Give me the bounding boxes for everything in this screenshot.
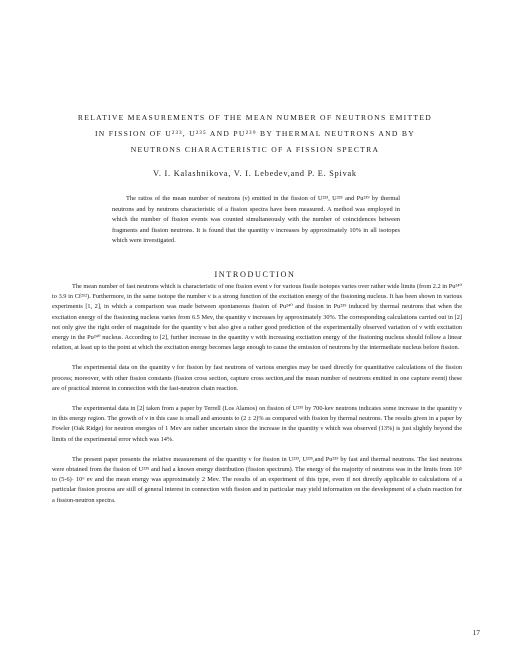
authors: V. I. Kalashnikova, V. I. Lebedev,and P. E. Spivak — [153, 169, 357, 178]
abstract: The ratios of the mean number of neutrons (ν) emitted in the fission of U²³³, U²³⁵ and Pu²³⁹ by thermal neutrons and by neutrons characteristic of a fission spectra have been measured. A method was employed in which the number of fission events was counted simultaneously with the number of coincidences between fragments and fission neutrons. It is found that the quantity ν increases by approximately 10% in all isotopes which were investigated. — [112, 195, 400, 245]
paragraph: The present paper presents the relative measurement of the quantity ν for fission in U²³³, U²³⁵,and Pu²³⁹ by fast and thermal neutrons. The fast neutrons were obtained from the fission of U²³⁵ and had a known energy distribution (fission spectrum). The energy of the majority of neutrons was in the limits from 10⁵ to (5-6)· 10⁶ ev and the mean energy was approximately 2 Mev. The results of an experiment of this type, even if not directly applicable to calculations of a particular fission process are still of general interest in connection with fission and in particular may yield information on the development of a chain reaction for a fission-neutron spectra. — [52, 455, 462, 504]
title-line-1: RELATIVE MEASUREMENTS OF THE MEAN NUMBER OF NEUTRONS EMITTED — [77, 113, 433, 122]
title-line-3: NEUTRONS CHARACTERISTIC OF A FISSION SPECTRA — [130, 145, 380, 154]
body-text — [52, 282, 462, 516]
paragraph: The experimental data in [2] taken from a paper by Terrell (Los Alamos) on fission of U²³⁵ by 700-kev neutrons indicates some increase in the quantity ν in this energy region. The growth of ν in this case is small and amounts to (2 ± 2)% as compared with fission by thermal neutrons. The results given in a paper by Fowler (Oak Ridge) for neutron energies of 1 Mev are rather uncertain since the increase in the quantity ν which was observed (13%) is just slightly beyond the limits of the experimental error which was 14%. — [52, 405, 462, 443]
page-number: 17 — [472, 628, 480, 637]
paragraph: The experimental data on the quantity ν for fission by fast neutrons of various energies may be used directly for quantitative calculations of the fission process; moreover, with other fission constants (fission cross section, capture cross section,and the mean number of neutrons emitted in one capture event) these are of practical interest in connection with the fast-neutron chain reaction. — [52, 364, 462, 392]
title-line-2: IN FISSION OF U²³³, U²³⁵ AND PU²³⁹ BY THERMAL NEUTRONS AND BY — [94, 129, 416, 138]
paragraph: The mean number of fast neutrons which is characteristic of one fission event ν for various fissile isotopes varies over rather wide limits (from 2.2 in Pu²⁴⁰ to 3.9 in Cf²⁵²). Furthermore, in the same isotope the number ν is a strong function of the excitation energy of the fissioning nucleus. It has been shown in various experiments [1, 2], in which a comparison was made between spontaneous fission of Pu²⁴⁰ and fission in Pu²³⁹ induced by thermal neutrons that when the excitation energy of the fissioning nucleus varies from 6.5 Mev, the quantity ν increases by approximately 30%. The corresponding calculations carried out in [2] not only give the right order of magnitude for the quantity ν but also give a rather good prediction of the experimentally observed variation of ν with excitation energy in the Pu²⁴⁰ nucleus. According to [2], further increase in the quantity ν with increasing excitation energy of the fissioning nucleus should follow a linear relation, at least up to the point at which the excitation energy becomes large enough to cause the emission of neutrons by the intermediate nucleus before fission. — [52, 283, 462, 352]
section-heading-introduction: INTRODUCTION — [214, 270, 296, 279]
paper-title — [40, 110, 470, 158]
